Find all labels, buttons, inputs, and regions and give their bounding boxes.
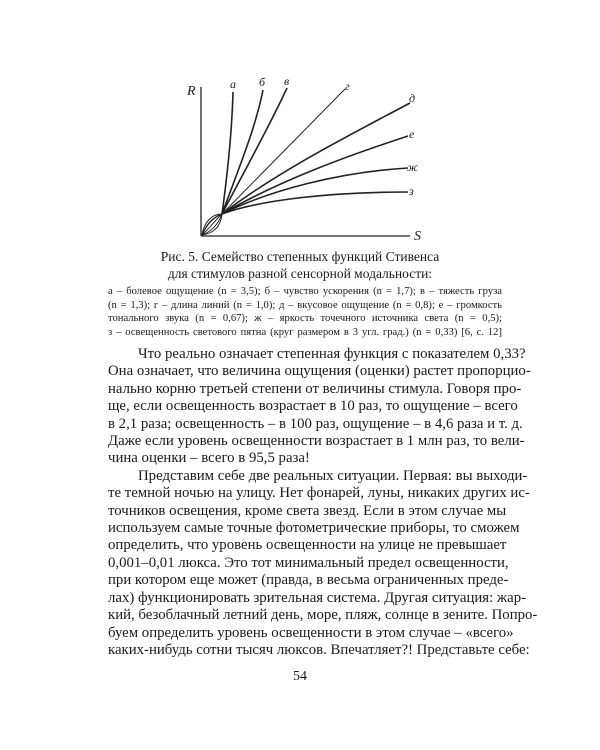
body-line: ще, если освещенность возрастает в 10 раз, то ощущение – всего [108, 398, 518, 415]
curve-z [222, 192, 408, 214]
body-line: нально корню третьей степени от величины стимула. Говоря про- [108, 380, 522, 397]
body-line: используем самые точные фотометрические приборы, то сможем [108, 520, 520, 537]
stevens-power-functions-figure [0, 0, 600, 246]
body-line: Что реально означает степенная функция с показателем 0,33? [138, 346, 526, 362]
legend-line: (n = 1,3); г – длина линий (n = 1,0); д – вкусовое ощущение (n = 0,8); е – громкость [108, 299, 502, 311]
s-axis-label: S [414, 229, 421, 244]
body-line: буем определить уровень освещенности в этом случае – «всего» [108, 624, 514, 641]
legend-line: з – освещенность светового пятна (круг размером в 3 угл. град.) (n = 0,33) [6, с. 12] [108, 326, 502, 338]
body-line: Даже если уровень освещенности возрастает в 1 млн раз, то вели- [108, 433, 525, 450]
figure-caption-line: для стимулов разной сенсорной модальности: [167, 266, 433, 281]
body-line: при котором еще может (правда, в весьма ограниченных преде- [108, 572, 509, 589]
curve-label: з [409, 184, 414, 198]
body-line: кий, безоблачный летний день, море, пляж, солнце в зените. Попро- [108, 607, 538, 624]
legend-line: тонального звука (n = 0,67); ж – яркость точечного источника света (n = 0,5); [108, 313, 502, 325]
body-line: чина оценки – всего в 95,5 раза! [108, 450, 310, 467]
figure-legend [108, 285, 502, 339]
body-line: каких-нибудь сотни тысяч люксов. Впечатляет?! Представьте себе: [108, 641, 530, 658]
curve-label: б [259, 75, 266, 89]
body-line: Она означает, что величина ощущения (оценки) растет пропорцио- [108, 363, 531, 380]
curve-label: в [284, 74, 290, 88]
figure-caption-line: Рис. 5. Семейство степенных функций Стивенса [160, 249, 440, 264]
legend-line: а – болевое ощущение (n = 3,5); б – чувство ускорения (n = 1,7); в – тяжесть груза [108, 286, 502, 297]
curve-label: а [230, 77, 236, 91]
body-line: определить, что уровень освещенности на улице не превышает [108, 537, 507, 554]
curve-label: е [409, 127, 415, 141]
curve-label: д [409, 91, 416, 105]
body-line: точников освещения, кроме света звезд. Если в этом случае мы [108, 502, 507, 519]
body-line: Представим себе две реальных ситуации. Первая: вы выходи- [138, 467, 528, 484]
curve-bundle-origin [202, 214, 222, 235]
curve-d [222, 103, 410, 214]
page-number: 54 [293, 669, 307, 684]
curve-zh [222, 168, 408, 214]
curve-label: г [345, 79, 350, 93]
body-text [108, 346, 538, 659]
body-line: 0,001–0,01 люкса. Это тот минимальный предел освещенности, [108, 554, 509, 571]
body-line: те темной ночью на улицу. Нет фонарей, луны, никаких других ис- [108, 485, 530, 502]
curve-label: ж [407, 160, 419, 174]
body-line: лах) функционировать зрительная система. Другая ситуация: жар- [108, 589, 527, 606]
body-line: в 2,1 раза; освещенность – в 100 раз, ощущение – в 4,6 раза и т. д. [108, 415, 523, 432]
r-axis-label: R [187, 84, 196, 99]
